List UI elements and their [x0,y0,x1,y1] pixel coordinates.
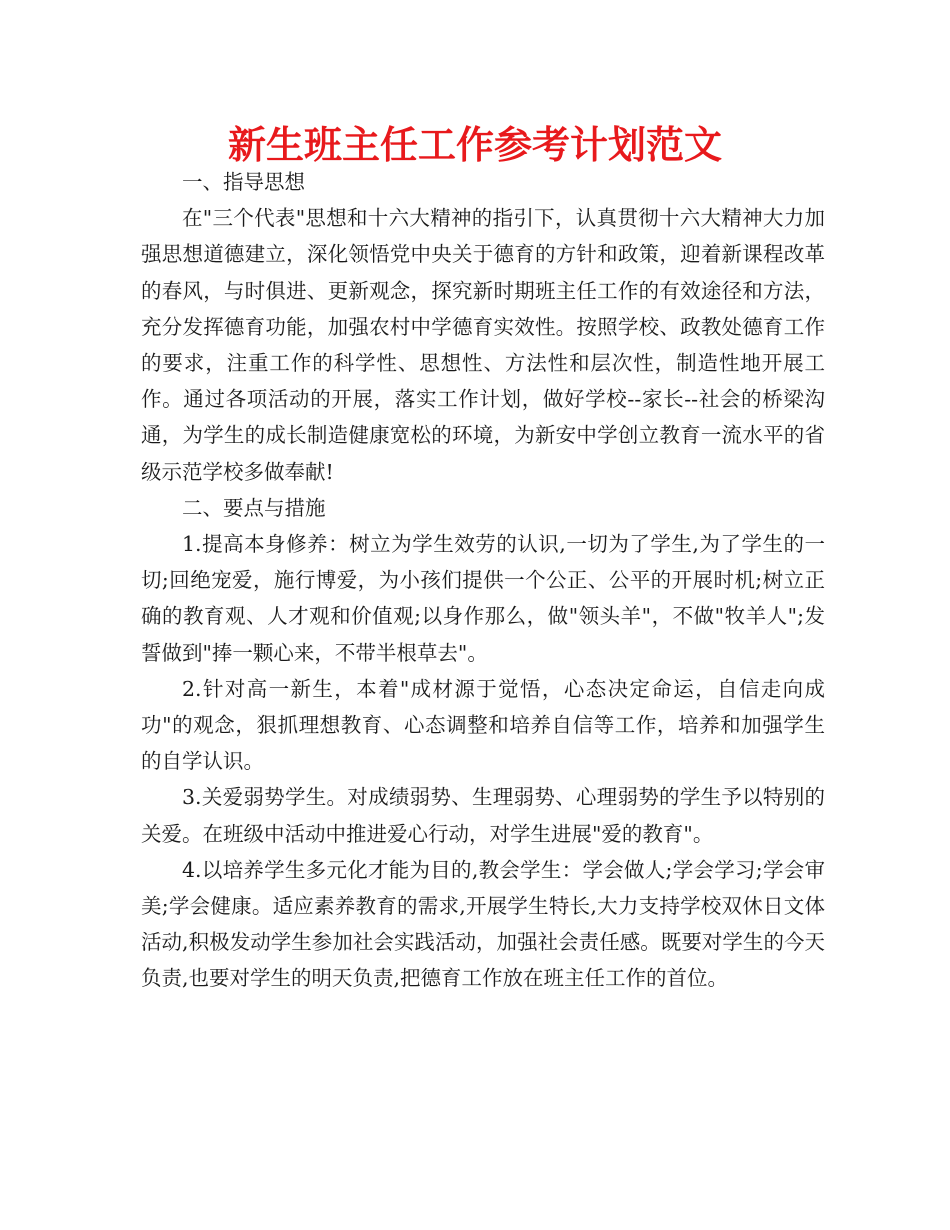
paragraph-point-3: 3.关爱弱势学生。对成绩弱势、生理弱势、心理弱势的学生予以特别的关爱。在班级中活动中推进爱心行动，对学生进展"爱的教育"。 [141,785,825,846]
paragraph-point-4: 4.以培养学生多元化才能为目的,教会学生：学会做人;学会学习;学会审美;学会健康。适应素养教育的需求,开展学生特长,大力支持学校双休日文体活动,积极发动学生参加社会实践活动，加强社会责任感。既要对学生的今天负责,也要对学生的明天负责,把德育工作放在班主任工作的首位。 [141,857,825,991]
paragraph-guiding-ideology: 在"三个代表"思想和十六大精神的指引下，认真贯彻十六大精神大力加强思想道德建立，深化领悟党中央关于德育的方针和政策，迎着新课程改革的春风，与时俱进、更新观念，探究新时期班主任工作的有效途径和方法，充分发挥德育功能，加强农村中学德育实效性。按照学校、政教处德育工作的要求，注重工作的科学性、思想性、方法性和层次性，制造性地开展工作。通过各项活动的开展，落实工作计划，做好学校--家长--社会的桥梁沟通，为学生的成长制造健康宽松的环境，为新安中学创立教育一流水平的省级示范学校多做奉献! [141,206,825,484]
section-heading-key-points: 二、要点与措施 [182,495,326,520]
paragraph-point-1: 1.提高本身修养：树立为学生效劳的认识,一切为了学生,为了学生的一切;回绝宠爱，施行博爱，为小孩们提供一个公正、公平的开展时机;树立正确的教育观、人才观和价值观;以身作那么，做"领头羊"，不做"牧羊人";发誓做到"捧一颗心来，不带半根草去"。 [141,532,825,665]
document-body [141,164,825,997]
paragraph-point-2: 2.针对高一新生，本着"成材源于觉悟，心态决定命运，自信走向成功"的观念，狠抓理想教育、心态调整和培养自信等工作，培养和加强学生的自学认识。 [141,676,825,774]
document-title: 新生班主任工作参考计划范文 [227,123,722,167]
section-heading-guiding-ideology: 一、指导思想 [182,170,305,194]
